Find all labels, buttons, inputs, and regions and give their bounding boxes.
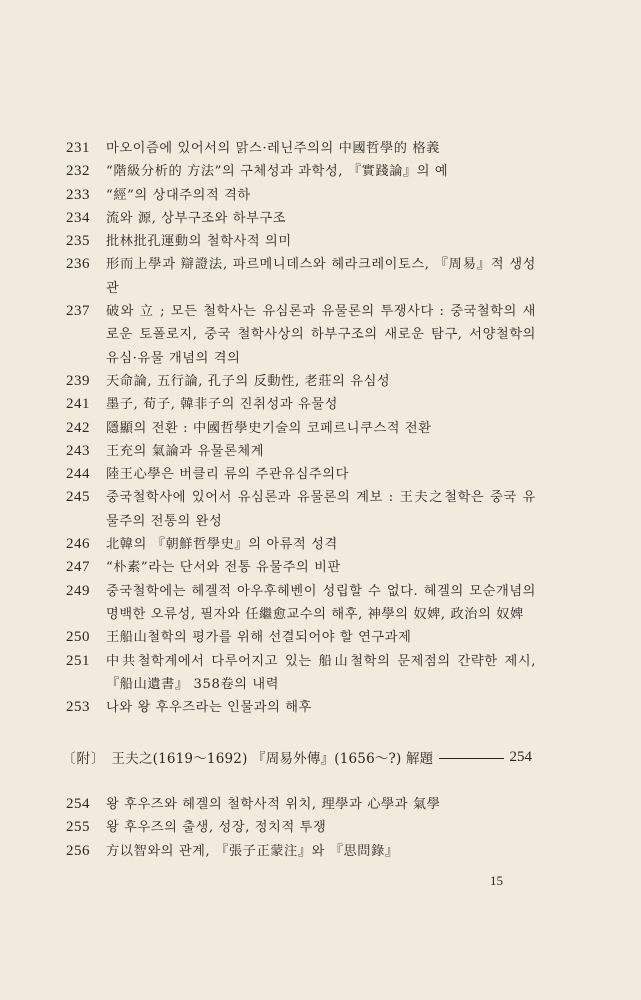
toc-entry <box>66 440 536 463</box>
entry-page-number: 255 <box>66 819 90 836</box>
entry-text: 隱顯의 전환 : 中國哲學史기술의 코페르니쿠스적 전환 <box>106 420 432 436</box>
entry-text: 批林批孔運動의 철학사적 의미 <box>106 234 292 250</box>
entry-page-number: 236 <box>66 256 90 273</box>
toc-entry <box>66 816 536 839</box>
toc-entry <box>66 626 536 649</box>
entry-text: 마오이즘에 있어서의 맑스·레닌주의의 中國哲學的 格義 <box>106 141 440 156</box>
entry-page-number: 243 <box>66 442 90 459</box>
entry-text: 王充의 氣論과 유물론체계 <box>106 443 265 459</box>
toc-entry <box>66 184 536 207</box>
entry-page-number: 234 <box>66 209 90 226</box>
entry-page-number: 254 <box>66 796 90 812</box>
toc-entry <box>66 793 536 816</box>
entry-text: 중국철학사에 있어서 유심론과 유물론의 계보 : 王夫之철학은 중국 유물주의 전통의 완성 <box>106 490 536 529</box>
dot-leader <box>439 758 503 759</box>
entry-page-number: 239 <box>66 372 90 389</box>
page-folio: 15 <box>490 873 503 888</box>
appendix-title: 王夫之(1619～1692) 『周易外傳』(1656～?) 解題 <box>111 751 434 767</box>
toc-entry <box>66 650 536 697</box>
appendix-toc-list <box>66 793 536 863</box>
entry-text: “階級分析的 方法”의 구체성과 과학성, 『實踐論』의 예 <box>106 164 449 180</box>
entry-text: 天命論, 五行論, 孔子의 反動性, 老莊의 유심성 <box>106 373 391 389</box>
toc-entry <box>66 580 536 627</box>
toc-list <box>66 137 536 719</box>
toc-entry <box>66 137 536 160</box>
entry-text: 方以智와의 관계, 『張子正蒙注』와 『思問錄』 <box>106 843 399 859</box>
entry-page-number: 237 <box>66 303 90 320</box>
entry-text: “經”의 상대주의적 격하 <box>106 187 251 203</box>
entry-page-number: 253 <box>66 699 90 716</box>
appendix-tag: 〔附〕 <box>62 751 106 767</box>
entry-page-number: 246 <box>66 536 90 553</box>
entry-text: 墨子, 荀子, 韓非子의 진취성과 유물성 <box>106 397 338 413</box>
entry-page-number: 241 <box>66 396 90 413</box>
appendix-page-number: 254 <box>509 748 532 765</box>
toc-entry <box>66 840 536 863</box>
entry-text: 破와 立 ; 모든 철학사는 유심론과 유물론의 투쟁사다 : 중국철학의 새로운 토폴로지, 중국 철학사상의 하부구조의 새로운 탐구, 서양철학의 유심·유물 개념의 격의 <box>106 304 536 366</box>
entry-text: 왕 후우즈와 헤겔의 철학사적 위치, 理學과 心學과 氣學 <box>106 797 441 812</box>
toc-entry <box>66 230 536 253</box>
appendix-heading <box>62 747 532 767</box>
toc-entry <box>66 160 536 183</box>
toc-entry <box>66 486 536 533</box>
entry-text: 中共철학계에서 다루어지고 있는 船山철학의 문제점의 간략한 제시, 『船山遺書』 358卷의 내력 <box>106 653 536 692</box>
entry-page-number: 247 <box>66 559 90 576</box>
entry-page-number: 244 <box>66 466 90 483</box>
entry-page-number: 231 <box>66 140 90 156</box>
toc-entry <box>66 370 536 393</box>
entry-text: 중국철학에는 헤겔적 아우후헤벤이 성립할 수 없다. 헤겔의 모순개념의 명백한 오류성, 필자와 任繼愈교수의 해후, 神學의 奴婢, 政治의 奴婢 <box>106 583 536 622</box>
toc-entry <box>66 556 536 579</box>
entry-text: 形而上學과 辯證法, 파르메니데스와 헤라크레이토스, 『周易』적 생성관 <box>106 257 536 296</box>
toc-entry <box>66 533 536 556</box>
entry-page-number: 249 <box>66 582 90 599</box>
entry-text: “朴素”라는 단서와 전통 유물주의 비판 <box>106 560 341 576</box>
entry-page-number: 250 <box>66 629 90 646</box>
toc-entry <box>66 253 536 300</box>
toc-entry <box>66 696 536 719</box>
entry-page-number: 235 <box>66 233 90 250</box>
entry-text: 北韓의 『朝鮮哲學史』의 아류적 성격 <box>106 537 338 553</box>
entry-text: 왕 후우즈의 출생, 성장, 정치적 투쟁 <box>106 820 327 836</box>
entry-text: 王船山철학의 평가를 위해 선결되어야 할 연구과제 <box>106 630 412 646</box>
entry-text: 나와 왕 후우즈라는 인물과의 해후 <box>106 700 312 716</box>
entry-page-number: 245 <box>66 489 90 506</box>
entry-page-number: 233 <box>66 186 90 203</box>
toc-entry <box>66 417 536 440</box>
entry-text: 陸王心學은 버클리 류의 주관유심주의다 <box>106 467 349 483</box>
entry-page-number: 251 <box>66 652 90 669</box>
entry-text: 流와 源, 상부구조와 하부구조 <box>106 210 287 226</box>
entry-page-number: 256 <box>66 842 90 859</box>
toc-entry <box>66 300 536 370</box>
toc-entry <box>66 207 536 230</box>
entry-page-number: 232 <box>66 163 90 180</box>
entry-page-number: 242 <box>66 419 90 436</box>
toc-entry <box>66 463 536 486</box>
toc-entry <box>66 393 536 416</box>
